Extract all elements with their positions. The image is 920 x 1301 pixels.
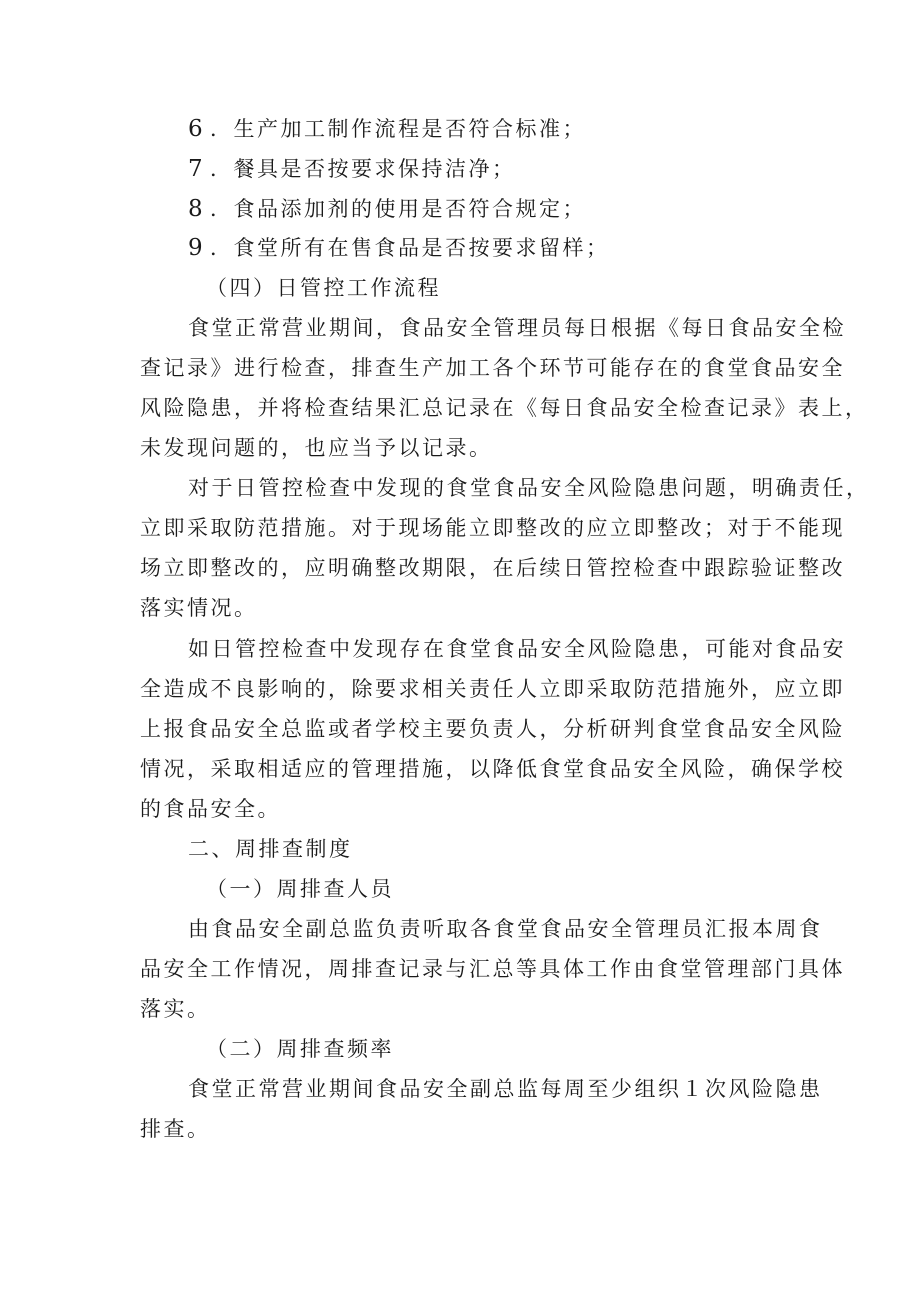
paragraph-line: 情况，采取相适应的管理措施，以降低食堂食品安全风险，确保学校 [140,757,845,781]
paragraph-line: 全造成不良影响的，除要求相关责任人立即采取防范措施外，应立即 [140,677,845,701]
list-number: 6 [188,116,206,142]
paragraph-line: 立即采取防范措施。对于现场能立即整改的应立即整改；对于不能现 [140,516,845,540]
paragraph-line: 落实。 [140,997,211,1021]
list-number: 9 [188,235,206,261]
paragraph-line: 排查。 [140,1117,211,1141]
list-number: 7 [188,156,206,182]
list-item-6 [188,114,920,144]
subheading-weekly-frequency: （二）周排查频率 [206,1037,394,1061]
list-item-7 [188,154,920,184]
paragraph-line: 查记录》进行检查，排查生产加工各个环节可能存在的食堂食品安全 [140,356,845,380]
section-heading-weekly: 二、周排查制度 [188,837,353,861]
list-text: ．生产加工制作流程是否符合标准； [210,117,586,141]
paragraph-line: 如日管控检查中发现存在食堂食品安全风险隐患，可能对食品安 [188,637,846,661]
paragraph-line: 风险隐患，并将检查结果汇总记录在《每日食品安全检查记录》表上， [140,396,869,420]
paragraph-line: 对于日管控检查中发现的食堂食品安全风险隐患问题，明确责任， [188,476,870,500]
list-item-9 [188,233,920,263]
paragraph-line: 落实情况。 [140,596,258,620]
paragraph-line: 未发现问题的，也应当予以记录。 [140,436,493,460]
list-text: ．餐具是否按要求保持洁净； [210,157,516,181]
paragraph-line: 由食品安全副总监负责听取各食堂食品安全管理员汇报本周食 [188,917,823,941]
paragraph-line: 品安全工作情况，周排查记录与汇总等具体工作由食堂管理部门具体 [140,957,845,981]
paragraph-line: 的食品安全。 [140,797,281,821]
list-item-8 [188,194,920,224]
paragraph-line: 食堂正常营业期间，食品安全管理员每日根据《每日食品安全检 [188,316,846,340]
list-text: ．食堂所有在售食品是否按要求留样； [210,236,610,260]
paragraph-line: 食堂正常营业期间食品安全副总监每周至少组织１次风险隐患 [188,1077,823,1101]
paragraph-line: 场立即整改的，应明确整改期限，在后续日管控检查中跟踪验证整改 [140,556,845,580]
list-text: ．食品添加剂的使用是否符合规定； [210,197,586,221]
subheading-daily-workflow: （四）日管控工作流程 [206,276,441,300]
paragraph-line: 上报食品安全总监或者学校主要负责人，分析研判食堂食品安全风险 [140,717,845,741]
subheading-weekly-staff: （一）周排查人员 [206,877,394,901]
list-number: 8 [188,196,206,222]
